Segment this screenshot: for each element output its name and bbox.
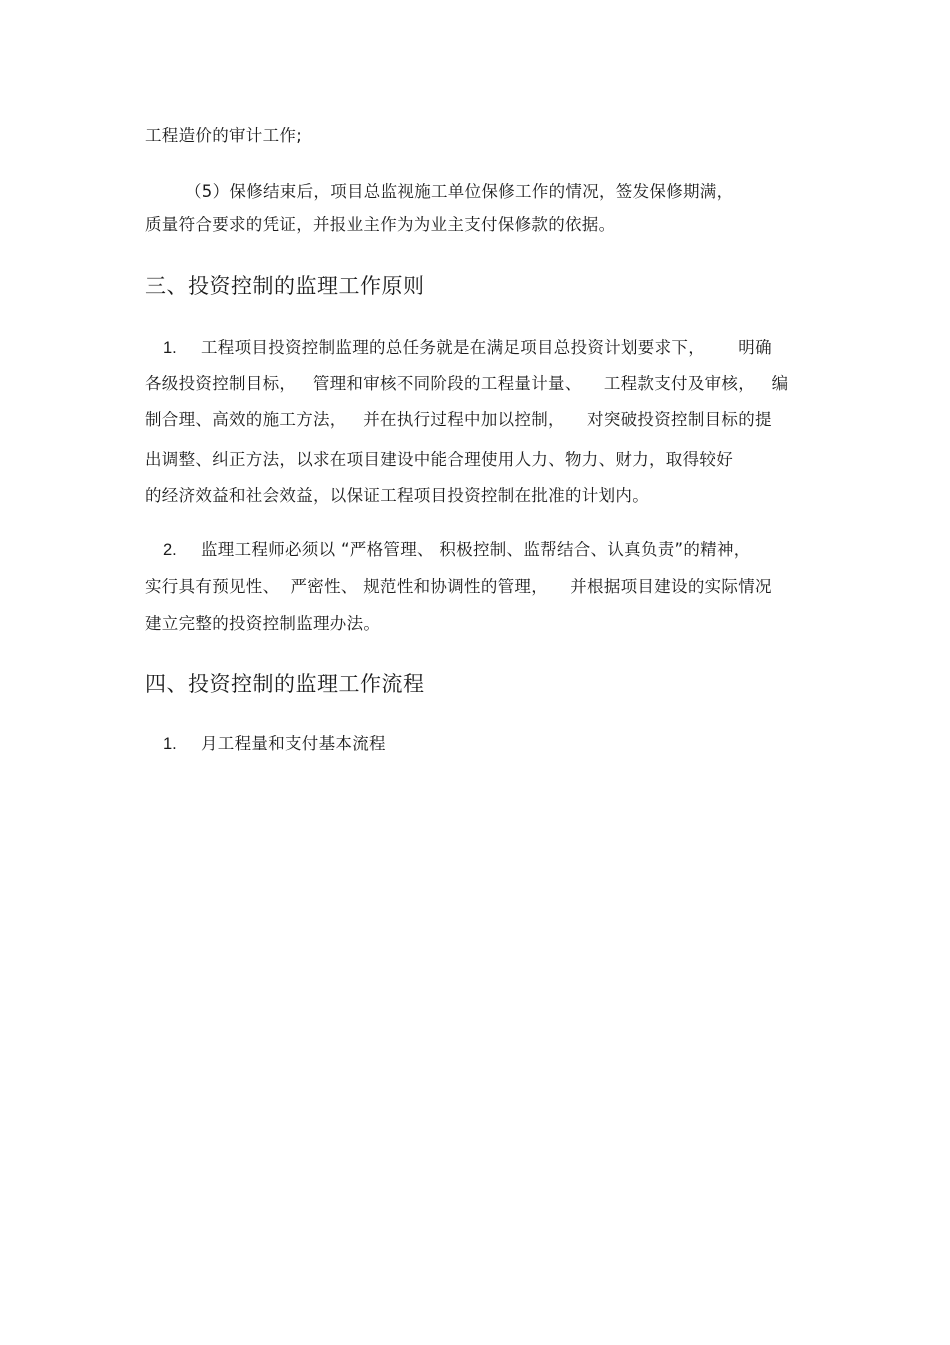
paragraph-line: 工程造价的审计工作;	[145, 126, 303, 145]
paragraph-line: 监理工程师必须以 “严格管理、 积极控制、监帮结合、认真负责”的精神，	[201, 540, 751, 559]
paragraph-line: 制合理、高效的施工方法， 并在执行过程中加以控制， 对突破投资控制目标的提	[145, 410, 772, 429]
paragraph-line: 实行具有预见性、 严密性、 规范性和协调性的管理， 并根据项目建设的实际情况	[145, 577, 772, 596]
section-heading: 四、投资控制的监理工作流程	[145, 672, 425, 696]
paragraph-line: 工程项目投资控制监理的总任务就是在满足项目总投资计划要求下， 明确	[201, 338, 772, 357]
list-number: 1.	[163, 735, 177, 753]
list-number: 2.	[163, 541, 177, 559]
paragraph-line: 的经济效益和社会效益，以保证工程项目投资控制在批准的计划内。	[145, 486, 649, 505]
section-heading: 三、投资控制的监理工作原则	[145, 274, 425, 298]
paragraph-line: （5）保修结束后，项目总监视施工单位保修工作的情况，签发保修期满，	[185, 182, 734, 201]
paragraph-line: 出调整、纠正方法，以求在项目建设中能合理使用人力、物力、财力，取得较好	[145, 450, 733, 469]
paragraph-line: 月工程量和支付基本流程	[201, 734, 386, 753]
paragraph-line: 质量符合要求的凭证，并报业主作为为业主支付保修款的依据。	[145, 215, 616, 234]
paragraph-line: 建立完整的投资控制监理办法。	[145, 614, 381, 633]
list-number: 1.	[163, 339, 177, 357]
paragraph-line: 各级投资控制目标， 管理和审核不同阶段的工程量计量、 工程款支付及审核， 编	[145, 374, 789, 393]
